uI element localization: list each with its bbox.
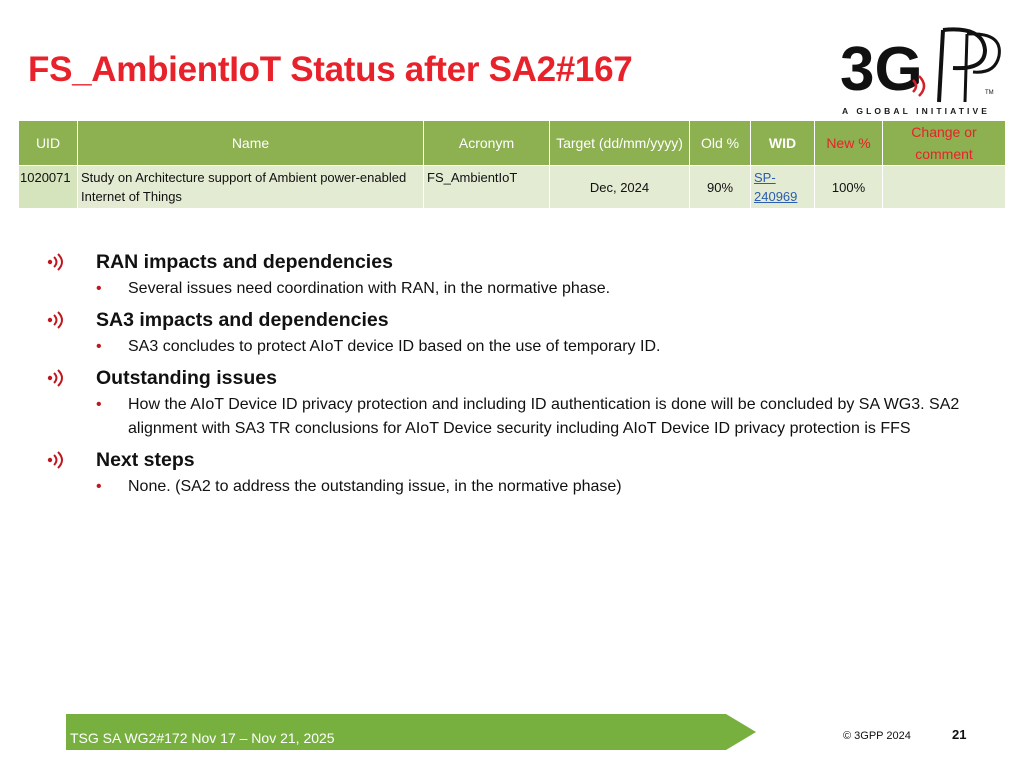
3gpp-bullet-icon (46, 253, 66, 271)
3gpp-bullet-icon (46, 369, 66, 387)
cell-acronym: FS_AmbientIoT (424, 166, 550, 209)
section-heading: Next steps (96, 448, 195, 471)
svg-text:3G: 3G (840, 35, 923, 104)
header-target: Target (dd/mm/yyyy) (550, 121, 690, 166)
section-ran (46, 249, 996, 275)
page-number: 21 (952, 727, 967, 742)
section-heading: Outstanding issues (96, 366, 277, 389)
3gpp-bullet-icon (46, 311, 66, 329)
bullet-dot-icon: • (96, 478, 102, 495)
footer-copyright: © 3GPP 2024 (843, 730, 911, 742)
bullet-dot-icon: • (96, 396, 102, 413)
3gpp-bullet-icon (46, 451, 66, 469)
logo-tagline: A GLOBAL INITIATIVE (842, 106, 990, 116)
bullet-dot-icon: • (96, 338, 102, 355)
section-outstanding (46, 365, 996, 391)
header-wid: WID (751, 121, 815, 166)
cell-old: 90% (690, 166, 751, 209)
cell-name: Study on Architecture support of Ambient power-enabled Internet of Things (78, 166, 424, 209)
header-acronym: Acronym (424, 121, 550, 166)
header-old: Old % (690, 121, 751, 166)
cell-comment (883, 166, 1006, 209)
header-name: Name (78, 121, 424, 166)
section-heading: RAN impacts and dependencies (96, 250, 393, 273)
header-new: New % (815, 121, 883, 166)
bullet-dot-icon: • (96, 280, 102, 297)
section-next-steps (46, 447, 996, 473)
section-sa3 (46, 307, 996, 333)
svg-text:TM: TM (985, 90, 994, 96)
cell-wid (751, 166, 815, 209)
slide-title: FS_AmbientIoT Status after SA2#167 (28, 50, 633, 89)
list-item: • None. (SA2 to address the outstanding issue, in the normative phase) (96, 475, 996, 499)
list-item: • Several issues need coordination with RAN, in the normative phase. (96, 277, 996, 301)
list-item: • How the AIoT Device ID privacy protection and including ID authentication is done will be concluded by SA WG3. SA2 alignment with SA3 TR conclusions for AIoT Device security including AIoT Device ID privacy protection is FFS (96, 393, 996, 441)
cell-new: 100% (815, 166, 883, 209)
table-row (19, 166, 1006, 209)
cell-uid: 1020071 (19, 166, 78, 209)
section-heading: SA3 impacts and dependencies (96, 308, 389, 331)
bullet-list (46, 243, 996, 499)
list-item: • SA3 concludes to protect AIoT device ID based on the use of temporary ID. (96, 335, 996, 359)
wid-link[interactable]: SP-240969 (754, 170, 798, 204)
table-header-row (19, 121, 1006, 166)
footer-meeting: TSG SA WG2#172 Nov 17 – Nov 21, 2025 (70, 730, 335, 746)
header-uid: UID (19, 121, 78, 166)
header-comment: Change or comment (883, 121, 1006, 166)
status-table (18, 120, 1006, 209)
cell-target: Dec, 2024 (550, 166, 690, 209)
